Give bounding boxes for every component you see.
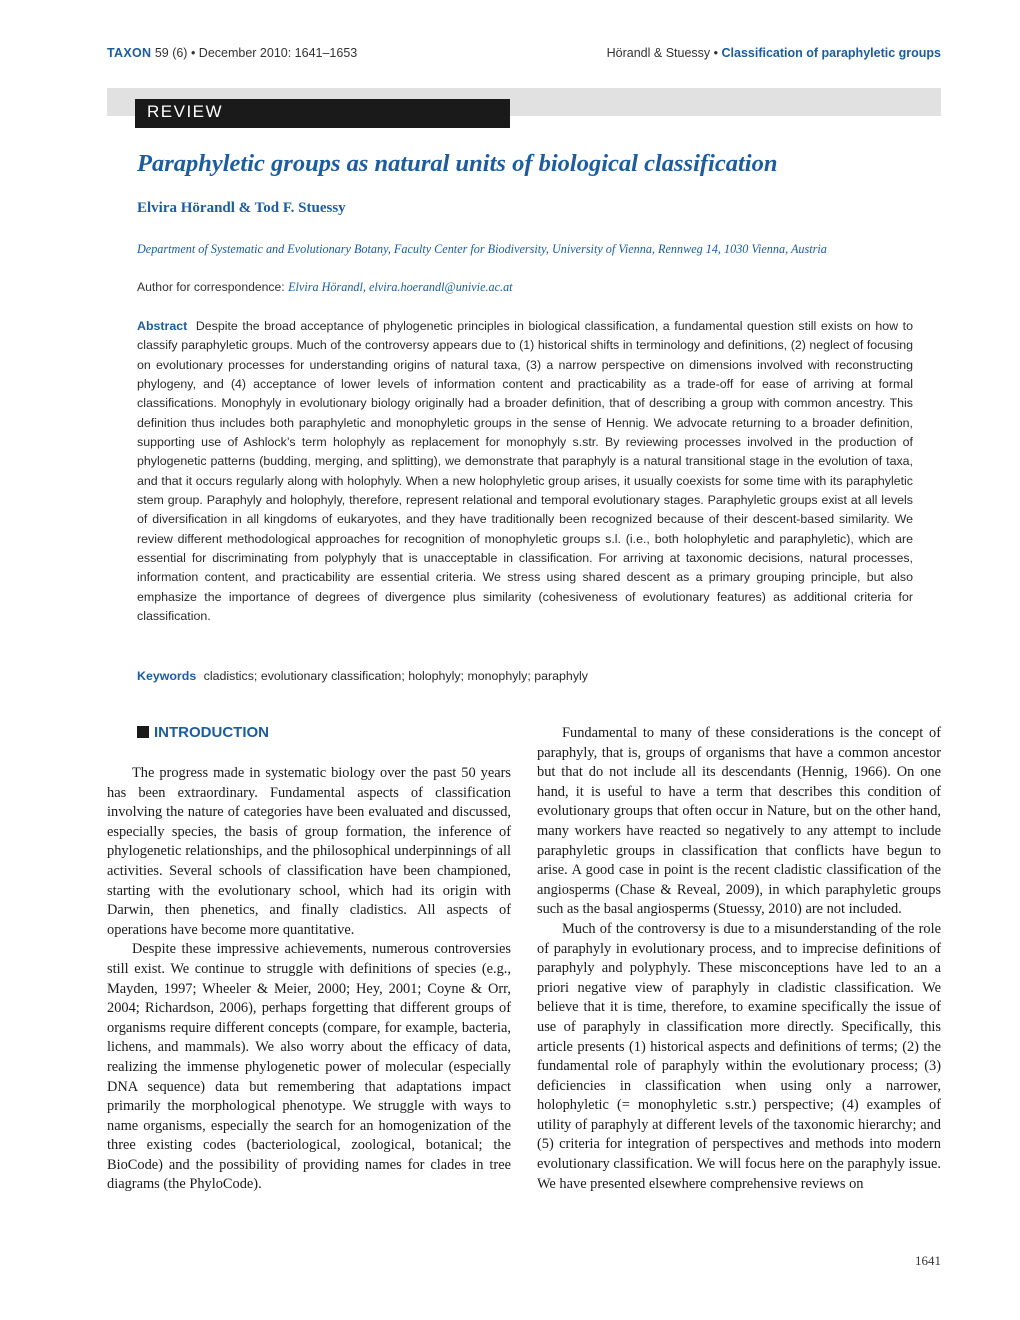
body-paragraph: Despite these impressive achievements, numerous controversies still exist. We continue to struggle with definitions of species (e.g., Mayden, 1997; Wheeler & Meier, 2000; Hey, 2001; Coyne & Orr, 2004; Richardson, 2006), perhaps forgetting that different groups of organisms require different concepts (compare, for example, bacteria, lichens, and mammals). We also worry about the efficacy of data, realizing the immense phylogenetic power of molecular (especially DNA sequence) data but remembering that adaptations impact primarily the morphological phenotype. We struggle with ways to name organisms, especially the search for an homogenization of the three existing codes (bacteriological, zoological, botanical; the BioCode) and the possibility of providing names for clades in tree diagrams (the PhyloCode). [107,941,511,1193]
abstract [137,317,913,627]
running-header-article [607,46,941,60]
body-paragraph: Much of the controversy is due to a misunderstanding of the role of paraphyly in evolutionary process, and to imprecise definitions of paraphyly and polyphyly. These misconceptions have led to an a priori negative view of paraphyly in cladistic classification. We believe that it is time, therefore, to examine specifically the issue of use of paraphyly in classification more directly. Specifically, this article presents (1) historical aspects and definitions of terms; (2) the fundamental role of paraphyly within the evolutionary process; (3) deficiencies in classification when using only a narrower, holophyletic (= monophyletic s.str.) perspective; (4) examples of utility of paraphyly at different levels of the taxonomic hierarchy; and (5) criteria for integration of perspectives and methods into modern evolutionary classification. We will focus here on the paraphyly issue. We have presented elsewhere comprehensive reviews on [537,920,941,1192]
section-heading-introduction [137,724,269,741]
journal-name: TAXON [107,46,152,60]
abstract-label: Abstract [137,319,188,333]
correspondence-line [137,280,513,295]
keywords-text: cladistics; evolutionary classification; holophyly; monophyly; paraphyly [203,669,588,683]
section-banner-label: REVIEW [147,102,224,121]
keywords [137,669,588,683]
body-column-right [537,724,941,1194]
running-header-journal [107,46,357,60]
article-authors: Elvira Hörandl & Tod F. Stuessy [137,200,346,216]
correspondence-contact: Elvira Hörandl, elvira.hoerandl@univie.ac.at [288,280,513,294]
abstract-text: Despite the broad acceptance of phylogenetic principles in biological classification, a fundamental question still exists on how to classify paraphyletic groups. Much of the controversy appears due to (1) historical shifts in terminology and definitions, (2) neglect of focusing on evolutionary processes for understanding origins of natural taxa, (3) a narrow perspective on dimensions involved with reconstructing phylogeny, and (4) acceptance of lower levels of information content and practicability as a trade-off for ease of arriving at formal classifications. Monophyly in evolutionary biology originally had a broader definition, that of describing a group with common ancestry. This definition thus includes both paraphyletic and monophyletic groups in the sense of Hennig. We advocate returning to a broader definition, supporting use of Ashlock’s term holophyly as replacement for monophyly s.str. By reviewing processes involved in the production of phylogenetic patterns (budding, merging, and splitting), we demonstrate that paraphyly is a natural transitional stage in the evolution of taxa, and that it occurs regularly along with holophyly. When a new holophyletic group arises, it usually coexists for some time with its paraphyletic stem group. Paraphyly and holophyly, therefore, represent relational and temporal evolutionary stages. Paraphyletic groups exist at all levels of diversification in all kingdoms of eukaryotes, and they have traditionally been recognized because of their descent-based similarity. We review different methodological approaches for recognition of monophyletic groups s.l. (i.e., both holophyletic and paraphyletic), which are essential for discriminating from polyphyly that is unacceptable in classification. For arriving at taxonomic decisions, natural processes, information content, and practicability are essential criteria. We stress using shared descent as a primary grouping principle, but also emphasize the importance of degrees of divergence plus similarity (cohesiveness of evolutionary features) as additional criteria for classification. [137,319,913,624]
body-paragraph: The progress made in systematic biology over the past 50 years has been extraordinary. Fundamental aspects of classification involving the nature of categories have been evaluated and discussed, especially species, the basis of group formation, the inference of phylogenetic relationships, and the philosophical underpinnings of all activities. Several schools of classification have been championed, starting with the evolutionary school, which had its origin with Darwin, then phenetics, and finally cladistics. All aspects of operations have become more quantitative. [107,765,511,938]
correspondence-label: Author for correspondence: [137,280,285,294]
author-affiliation: Department of Systematic and Evolutionary Botany, Faculty Center for Biodiversity, University of Vienna, Rennweg 14, 1030 Vienna, Austria [137,242,827,256]
running-authors: Hörandl & Stuessy • [606,46,719,60]
body-paragraph: Fundamental to many of these considerations is the concept of paraphyly, that is, groups of organisms that have a common ancestor but that do not include all its descendants (Hennig, 1966). On one hand, it is useful to have a term that describes this condition of evolutionary groups that often occur in Nature, but on the other hand, many workers have reacted so negatively to any attempt to include paraphyletic groups in classification that conflicts have begun to arise. A good case in point is the recent cladistic classification of the angiosperms (Chase & Reveal, 2009), in which paraphyletic groups such as the basal angiosperms (Stuessy, 2010) are not included. [537,725,941,918]
journal-issue: 59 (6) • December 2010: 1641–1653 [154,46,358,60]
section-heading-label: INTRODUCTION [154,724,269,741]
keywords-label: Keywords [137,669,197,683]
article-title: Paraphyletic groups as natural units of biological classification [137,150,778,177]
running-title: Classification of paraphyletic groups [721,46,941,60]
body-column-left [107,764,511,1195]
page-number: 1641 [915,1253,941,1268]
square-bullet-icon [137,726,149,738]
